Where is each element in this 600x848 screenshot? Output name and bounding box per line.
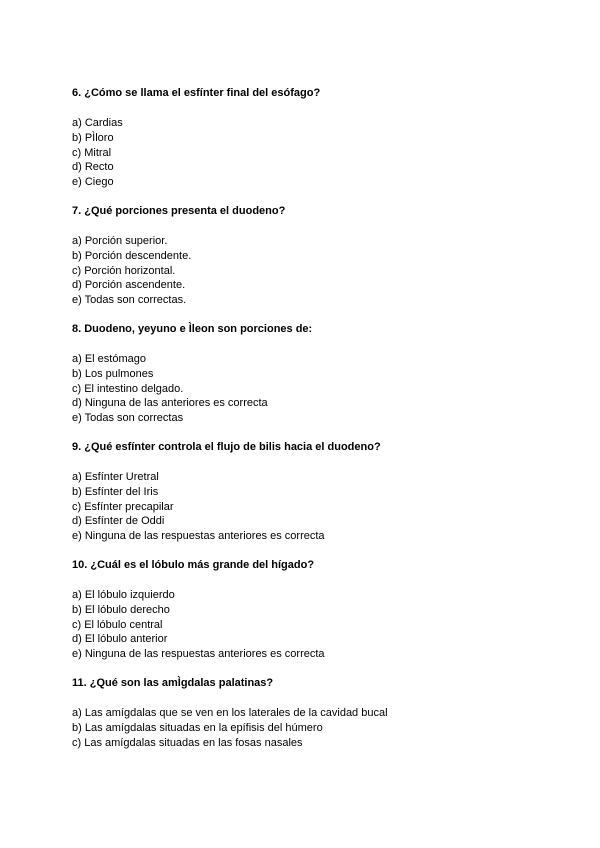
answer-options [72,352,572,426]
answer-option: a) Esfínter Uretral [72,470,159,483]
answer-option: b) PÌloro [72,131,114,144]
answer-option: b) Los pulmones [72,367,154,380]
question-title: 10. ¿Cuál es el lóbulo más grande del hígado? [72,558,315,571]
answer-options [72,706,572,750]
answer-option: a) El lóbulo izquierdo [72,588,175,601]
question-title: 7. ¿Qué porciones presenta el duodeno? [72,204,286,217]
question-title: 11. ¿Qué son las amÌgdalas palatinas? [72,676,274,689]
answer-option: a) Porción superior. [72,234,168,247]
answer-option: c) Esfínter precapilar [72,500,174,513]
answer-option: c) Las amígdalas situadas en las fosas nasales [72,736,303,749]
answer-option: a) El estómago [72,352,146,365]
answer-option: c) El intestino delgado. [72,382,184,395]
question-title: 8. Duodeno, yeyuno e Ìleon son porciones de: [72,322,313,335]
answer-option: e) Ciego [72,176,114,189]
answer-option: e) Ninguna de las respuestas anteriores es correcta [72,530,325,543]
question-8 [72,322,572,426]
question-title: 9. ¿Qué esfínter controla el flujo de bilis hacia el duodeno? [72,440,381,453]
answer-options [72,470,572,544]
answer-option: b) Las amígdalas situadas en la epífisis del húmero [72,721,323,734]
answer-option: d) El lóbulo anterior [72,633,168,646]
question-10 [72,558,572,662]
question-7 [72,204,572,308]
document-page [72,86,572,764]
answer-option: a) Cardias [72,117,123,129]
answer-option: c) Porción horizontal. [72,264,176,277]
answer-option: a) Las amígdalas que se ven en los laterales de la cavidad bucal [72,706,388,719]
answer-option: b) El lóbulo derecho [72,603,170,616]
answer-option: b) Esfínter del Iris [72,485,159,498]
answer-option: c) El lóbulo central [72,618,163,631]
answer-options [72,116,572,190]
answer-option: d) Esfínter de Oddi [72,515,165,528]
answer-option: d) Porción ascendente. [72,279,186,292]
answer-option: b) Porción descendente. [72,249,192,262]
answer-option: d) Ninguna de las anteriores es correcta [72,397,268,410]
answer-options [72,234,572,308]
question-11 [72,676,572,750]
question-9 [72,440,572,544]
answer-options [72,588,572,662]
answer-option: d) Recto [72,161,114,174]
question-title: 6. ¿Cómo se llama el esfínter final del esófago? [72,87,321,99]
answer-option: c) Mitral [72,146,112,159]
answer-option: e) Todas son correctas. [72,294,187,307]
question-6 [72,86,572,190]
answer-option: e) Ninguna de las respuestas anteriores es correcta [72,648,325,661]
answer-option: e) Todas son correctas [72,412,184,425]
